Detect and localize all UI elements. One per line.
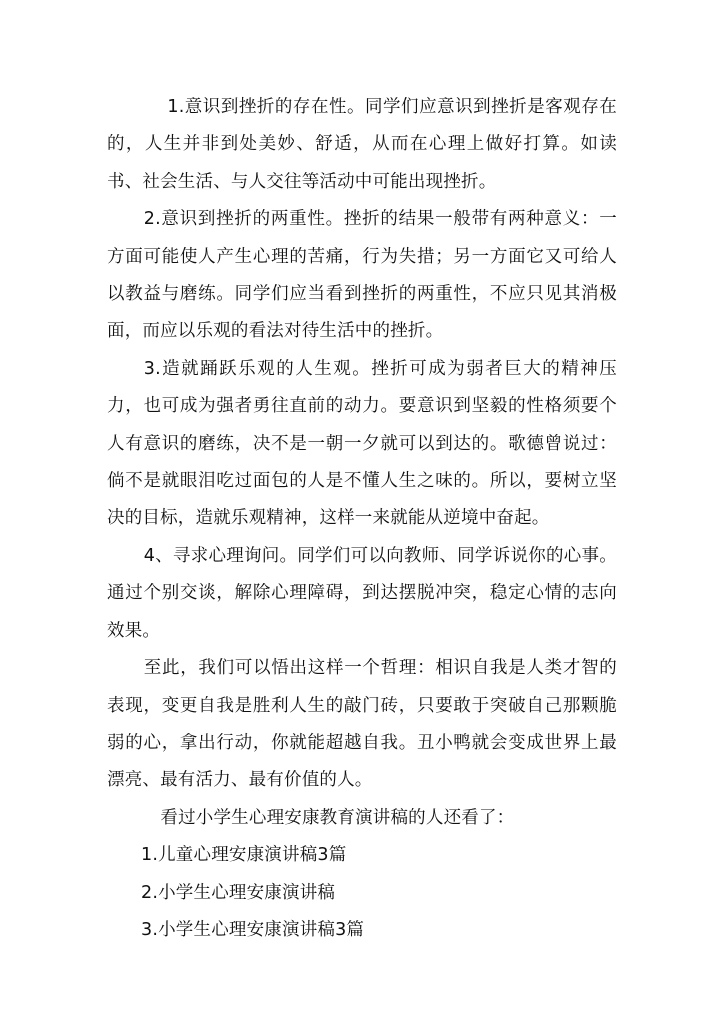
paragraph-2: 2.意识到挫折的两重性。挫折的结果一般带有两种意义：一方面可能使人产生心理的苦痛，行为失措；另一方面它又可给人以教益与磨练。同学们应当看到挫折的两重性，不应只见其消极面，而应以乐观的看法对待生活中的挫折。 <box>107 209 617 342</box>
paragraph-1: 1.意识到挫折的存在性。同学们应意识到挫折是客观存在的，人生并非到处美妙、舒适，从而在心理上做好打算。如读书、社会生活、与人交往等活动中可能出现挫折。 <box>107 97 617 192</box>
also-read-list <box>107 837 617 949</box>
paragraph-4: 4、寻求心理询问。同学们可以向教师、同学诉说你的心事。通过个别交谈，解除心理障碍，到达摆脱冲突，稳定心情的志向效果。 <box>107 545 617 641</box>
paragraph-3: 3.造就踊跃乐观的人生观。挫折可成为弱者巨大的精神压力，也可成为强者勇往直前的动力。要意识到坚毅的性格须要个人有意识的磨练，决不是一朝一夕就可以到达的。歌德曾说过：倘不是就眼泪吃过面包的人是不懂人生之味的。所以，要树立坚决的目标，造就乐观精神，这样一来就能从逆境中奋起。 <box>107 358 617 529</box>
also-read-title: 看过小学生心理安康教育演讲稿的人还看了： <box>160 807 515 828</box>
paragraph-5: 至此，我们可以悟出这样一个哲理：相识自我是人类才智的表现，变更自我是胜利人生的敲门砖，只要敢于突破自己那颗脆弱的心，拿出行动，你就能超越自我。丑小鸭就会变成世界上最漂亮、最有活力、最有价值的人。 <box>107 658 617 791</box>
document-content <box>107 89 617 949</box>
also-read-item-3[interactable]: 3.小学生心理安康演讲稿3篇 <box>141 919 365 940</box>
also-read-item-1[interactable]: 1.儿童心理安康演讲稿3篇 <box>141 845 347 866</box>
also-read-item-2[interactable]: 2.小学生心理安康演讲稿 <box>141 882 336 903</box>
